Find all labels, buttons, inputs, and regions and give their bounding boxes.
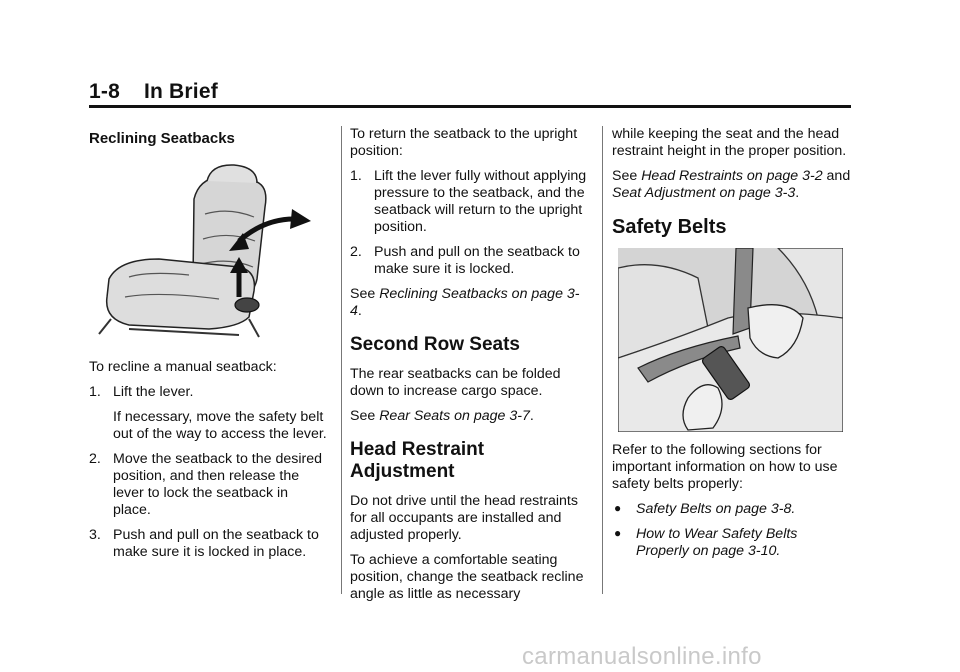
step-text: Lift the lever.: [113, 384, 194, 400]
recline-step-1-note: If necessary, move the safety belt out of the way to access the lever.: [113, 409, 327, 442]
safety-belt-illustration: [618, 248, 843, 432]
see-head-restraints-reference: See Head Restraints on page 3-2 and Seat Adjustment on page 3-3.: [612, 168, 851, 201]
column-3: [612, 126, 852, 568]
header-rule: [89, 105, 851, 108]
how-to-wear-link[interactable]: How to Wear Safety Belts Properly on page 3-10.: [636, 526, 798, 559]
recline-step-1: [89, 384, 329, 401]
head-restraint-p2: To achieve a comfortable seating position, change the seatback recline angle as little as necessary: [350, 552, 584, 602]
watermark: carmanualsonline.info: [522, 643, 762, 670]
recline-intro: To recline a manual seatback:: [89, 359, 277, 375]
bullet-icon: ●: [614, 501, 622, 515]
bullet-icon: ●: [614, 526, 622, 540]
page-header: [89, 80, 218, 104]
section-title: In Brief: [143, 80, 218, 103]
safety-intro: Refer to the following sections for important information on how to use safety belts properly:: [612, 442, 838, 492]
reclining-seatbacks-heading: Reclining Seatbacks: [89, 130, 235, 147]
see-rear-seats-reference: See Rear Seats on page 3-7.: [350, 408, 534, 424]
see-reclining-reference: See Reclining Seatbacks on page 3-4.: [350, 286, 580, 319]
column-1: [89, 126, 329, 569]
head-restraint-heading: Head Restraint Adjustment: [350, 439, 485, 482]
step-number: 1.: [350, 168, 362, 184]
column-2: [350, 126, 590, 611]
column-divider-2: [602, 126, 603, 594]
rear-seats-link[interactable]: Rear Seats on page 3-7: [379, 408, 530, 424]
reclining-seatbacks-link[interactable]: Reclining Seatbacks on page 3-4: [350, 286, 580, 319]
upright-step-1: [350, 168, 590, 236]
head-restraint-p1: Do not drive until the head restraints for all occupants are installed and adjusted properly.: [350, 493, 578, 543]
step-number: 1.: [89, 384, 101, 400]
seat-recline-illustration: [89, 159, 319, 349]
second-row-text: The rear seatbacks can be folded down to increase cargo space.: [350, 366, 561, 399]
step-number: 2.: [89, 451, 101, 467]
recline-step-2: [89, 451, 329, 519]
step-text: Move the seatback to the desired position, and then release the lever to lock the seatback in place.: [113, 451, 322, 518]
step-text: Push and pull on the seatback to make sure it is locked.: [374, 244, 580, 277]
safety-bullet-2: [612, 526, 852, 560]
recline-step-3: [89, 527, 329, 561]
safety-bullet-1: [612, 501, 852, 518]
step-number: 2.: [350, 244, 362, 260]
step-text: Lift the lever fully without applying pressure to the seatback, and the seatback will return to the upright position.: [374, 168, 587, 235]
safety-belts-heading: Safety Belts: [612, 216, 727, 238]
second-row-seats-heading: Second Row Seats: [350, 334, 520, 355]
head-restraint-continued: while keeping the seat and the head restraint height in the proper position.: [612, 126, 847, 159]
safety-belts-link[interactable]: Safety Belts on page 3-8.: [636, 501, 796, 517]
column-divider-1: [341, 126, 342, 594]
step-number: 3.: [89, 527, 101, 543]
step-text: Push and pull on the seatback to make sure it is locked in place.: [113, 527, 319, 560]
seat-adjustment-link[interactable]: Seat Adjustment on page 3-3: [612, 185, 796, 201]
upright-step-2: [350, 244, 590, 278]
page-number: 1-8: [89, 80, 120, 103]
head-restraints-link[interactable]: Head Restraints on page 3-2: [641, 168, 823, 184]
upright-intro: To return the seatback to the upright position:: [350, 126, 578, 159]
